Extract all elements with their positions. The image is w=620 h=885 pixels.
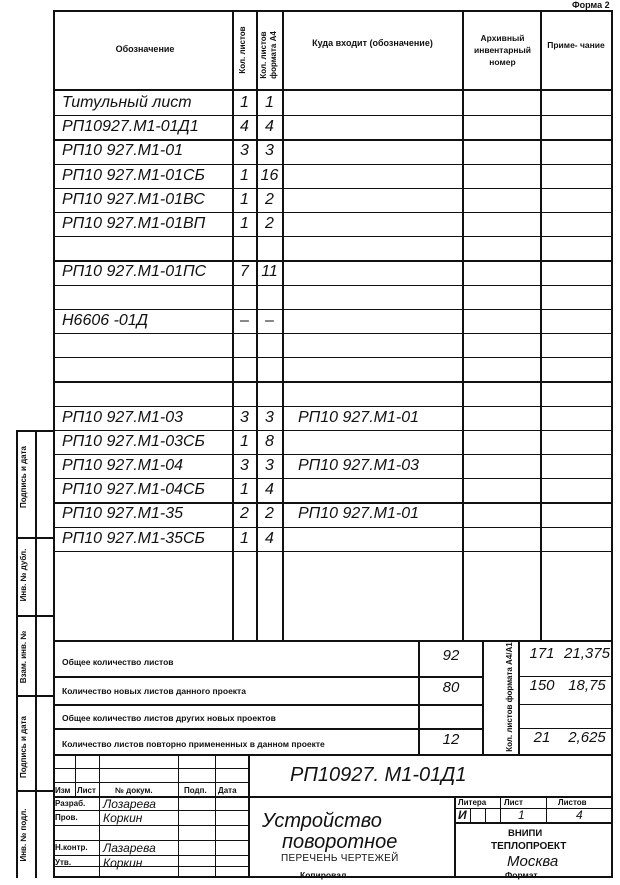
strip-sep-3 (16, 695, 55, 697)
table-row (0, 139, 620, 163)
summary-total-value: 92 (442, 647, 460, 664)
table-row (0, 212, 620, 236)
row-sheets: 2 (240, 505, 249, 523)
header-goes-into-text: Куда входит (обозначение) (312, 38, 433, 48)
row-goes-into: РП10 927.М1-01 (298, 408, 419, 426)
tb-right-v3 (546, 796, 547, 822)
table-row (0, 115, 620, 139)
tb-org1: ВНИПИ (508, 828, 543, 839)
header-sheets-count: Кол. листов (238, 26, 247, 74)
header-archive (465, 32, 540, 68)
summary-a4-header: Кол. листов формата А4/А1 (505, 642, 514, 752)
table-row-line (53, 551, 613, 552)
tb-left-h1 (53, 768, 248, 769)
table-row (0, 164, 620, 188)
strip-sep-1 (16, 537, 55, 539)
row-sheets: 3 (240, 457, 249, 474)
summary-right-h2 (518, 704, 613, 705)
summary-top (53, 640, 613, 642)
row-sheets: 1 (240, 166, 249, 184)
summary-new-value: 80 (442, 679, 460, 696)
summary-total-label: Общее количество листов (62, 657, 174, 667)
table-row (0, 527, 620, 551)
summary-other-label: Общее количество листов других новых проектов (62, 713, 276, 723)
row-designation: РП10927.М1-01Д1 (62, 118, 199, 136)
tb-title-line2: поворотное (282, 831, 398, 853)
side-inv-dubl: Инв. № дубл. (19, 548, 28, 602)
row-a4: 4 (265, 529, 274, 547)
row-sheets: 1 (240, 215, 249, 232)
tb-col-sign: Подп. (184, 786, 207, 795)
row-sheets: 1 (240, 94, 249, 111)
side-sign-date-2: Подпись и дата (19, 716, 28, 778)
tb-litera-value: И (458, 808, 467, 822)
row-sheets: 1 (240, 529, 249, 547)
table-row (0, 285, 620, 309)
row-a4: 4 (265, 481, 274, 499)
table-row (0, 333, 620, 357)
header-goes-into (290, 38, 455, 49)
row-designation: Титульный лист (62, 94, 192, 111)
tb-vline-main (248, 754, 250, 878)
tb-title-line1: Устройство (262, 810, 382, 832)
row-goes-into: РП10 927.М1-01 (298, 505, 419, 523)
row-sheets: 3 (240, 408, 249, 426)
tb-sheet-value: 1 (518, 808, 525, 822)
tb-col-docnum: № докум. (115, 786, 153, 795)
table-row (0, 502, 620, 526)
tb-name: Коркин (103, 856, 143, 870)
row-designation: Н6606 -01Д (62, 311, 148, 329)
tb-right-h2 (454, 822, 613, 824)
tb-left-h7 (53, 855, 248, 856)
summary-a4-value: 21 (533, 729, 551, 746)
table-row (0, 236, 620, 260)
summary-a4-value: 150 (529, 677, 555, 694)
tb-left-h8 (53, 866, 248, 867)
table-row (0, 188, 620, 212)
summary-reused-value: 12 (442, 731, 460, 748)
row-a4: 3 (265, 457, 274, 474)
row-a4: 3 (265, 408, 274, 426)
table-row (0, 260, 620, 284)
row-sheets: 1 (240, 481, 249, 499)
table-row (0, 454, 620, 478)
tb-vl-3 (178, 754, 179, 878)
row-designation: РП10 927.М1-01ВС (62, 190, 205, 208)
tb-title-sub: ПЕРЕЧЕНЬ ЧЕРТЕЖЕЙ (281, 853, 399, 864)
summary-a1-value: 21,375 (564, 645, 610, 662)
tb-sheets-label: Листов (558, 798, 587, 807)
tb-right-v2 (500, 796, 501, 822)
tb-doc-code: РП10927. М1-01Д1 (290, 764, 467, 786)
form-number: Форма 2 (572, 0, 610, 10)
row-designation: РП10 927.М1-03 (62, 408, 183, 426)
bottom-format: Формат (505, 870, 538, 880)
row-designation: РП10 927.М1-01ПС (62, 263, 207, 281)
row-a4: 4 (265, 118, 274, 136)
summary-a1-value: 18,75 (568, 677, 606, 694)
bottom-copied: Копировал (300, 870, 347, 880)
tb-name: Лозарева (103, 797, 156, 811)
row-designation: РП10 927.М1-35 (62, 505, 183, 523)
table-row (0, 381, 620, 405)
summary-reused-label: Количество листов повторно примененных в данном проекте (62, 739, 325, 749)
row-sheets: 7 (240, 263, 249, 281)
strip-sep-2 (16, 615, 55, 617)
summary-bottom (53, 754, 613, 756)
table-row (0, 357, 620, 381)
table-row (0, 430, 620, 454)
summary-new-label: Количество новых листов данного проекта (62, 686, 246, 696)
table-row (0, 309, 620, 333)
header-designation: Обозначение (115, 44, 175, 54)
tb-litera-label: Литера (458, 798, 487, 807)
tb-vl-1 (75, 754, 76, 796)
tb-col-list: Лист (77, 786, 96, 795)
tb-right-v4 (470, 808, 471, 822)
tb-role: Разраб. (55, 799, 86, 808)
row-a4: 2 (265, 190, 274, 208)
frame-top (53, 10, 613, 12)
row-designation: РП10 927.М1-01 (62, 142, 183, 160)
tb-name: Лазарева (103, 841, 156, 855)
summary-a1-value: 2,625 (568, 729, 606, 746)
header-a4-sheets-text: Кол. листов формата А4 (259, 31, 278, 79)
tb-vl-2 (99, 754, 100, 878)
table-row (0, 91, 620, 115)
header-a4-sheets (259, 15, 281, 95)
tb-city: Москва (507, 853, 559, 870)
row-designation: РП10 927.М1-01ВП (62, 215, 206, 232)
row-a4: 2 (265, 505, 274, 523)
row-designation: РП10 927.М1-01СБ (62, 166, 205, 184)
tb-sheet-label: Лист (504, 798, 523, 807)
table-row (0, 478, 620, 502)
tb-right-v5 (485, 808, 486, 822)
row-a4: 11 (261, 263, 278, 281)
row-goes-into: РП10 927.М1-03 (298, 457, 419, 474)
table-row (0, 406, 620, 430)
tb-vl-4 (215, 754, 216, 878)
row-a4: 3 (265, 142, 274, 160)
row-sheets: 4 (240, 118, 249, 136)
side-sign-date-1: Подпись и дата (19, 446, 28, 508)
side-inv-orig: Инв. № подл. (19, 808, 28, 862)
tb-name: Коркин (103, 811, 143, 825)
row-sheets: 3 (240, 142, 249, 160)
tb-org2: ТЕПЛОПРОЕКТ (491, 841, 567, 852)
row-a4: 2 (265, 215, 274, 232)
tb-col-izm: Изм (55, 786, 71, 795)
header-archive-text: Архивный инвентарный номер (473, 33, 532, 67)
row-designation: РП10 927.М1-35СБ (62, 529, 205, 547)
tb-role: Н.контр. (55, 843, 88, 852)
tb-left-h2 (53, 782, 248, 783)
row-designation: РП10 927.М1-04 (62, 457, 183, 474)
row-sheets: 1 (240, 190, 249, 208)
row-a4: 8 (265, 432, 274, 450)
header-note (545, 40, 607, 51)
row-a4: 1 (265, 94, 274, 111)
row-sheets: – (240, 311, 249, 329)
summary-a4-value: 171 (529, 645, 555, 662)
row-a4: – (265, 311, 274, 329)
row-designation: РП10 927.М1-03СБ (62, 432, 205, 450)
tb-left-h5 (53, 825, 248, 826)
tb-right-h1 (454, 808, 613, 809)
tb-role: Утв. (55, 858, 72, 867)
side-vzam: Взам. инв. № (19, 630, 28, 684)
tb-sheets-value: 4 (576, 808, 583, 822)
strip-sep-4 (16, 790, 55, 792)
summary-vline-2 (482, 640, 484, 754)
tb-role: Пров. (55, 813, 78, 822)
row-sheets: 1 (240, 432, 249, 450)
row-a4: 16 (260, 166, 279, 184)
row-designation: РП10 927.М1-04СБ (62, 481, 205, 499)
header-note-text: Приме- чание (547, 40, 605, 50)
tb-col-date: Дата (218, 786, 237, 795)
